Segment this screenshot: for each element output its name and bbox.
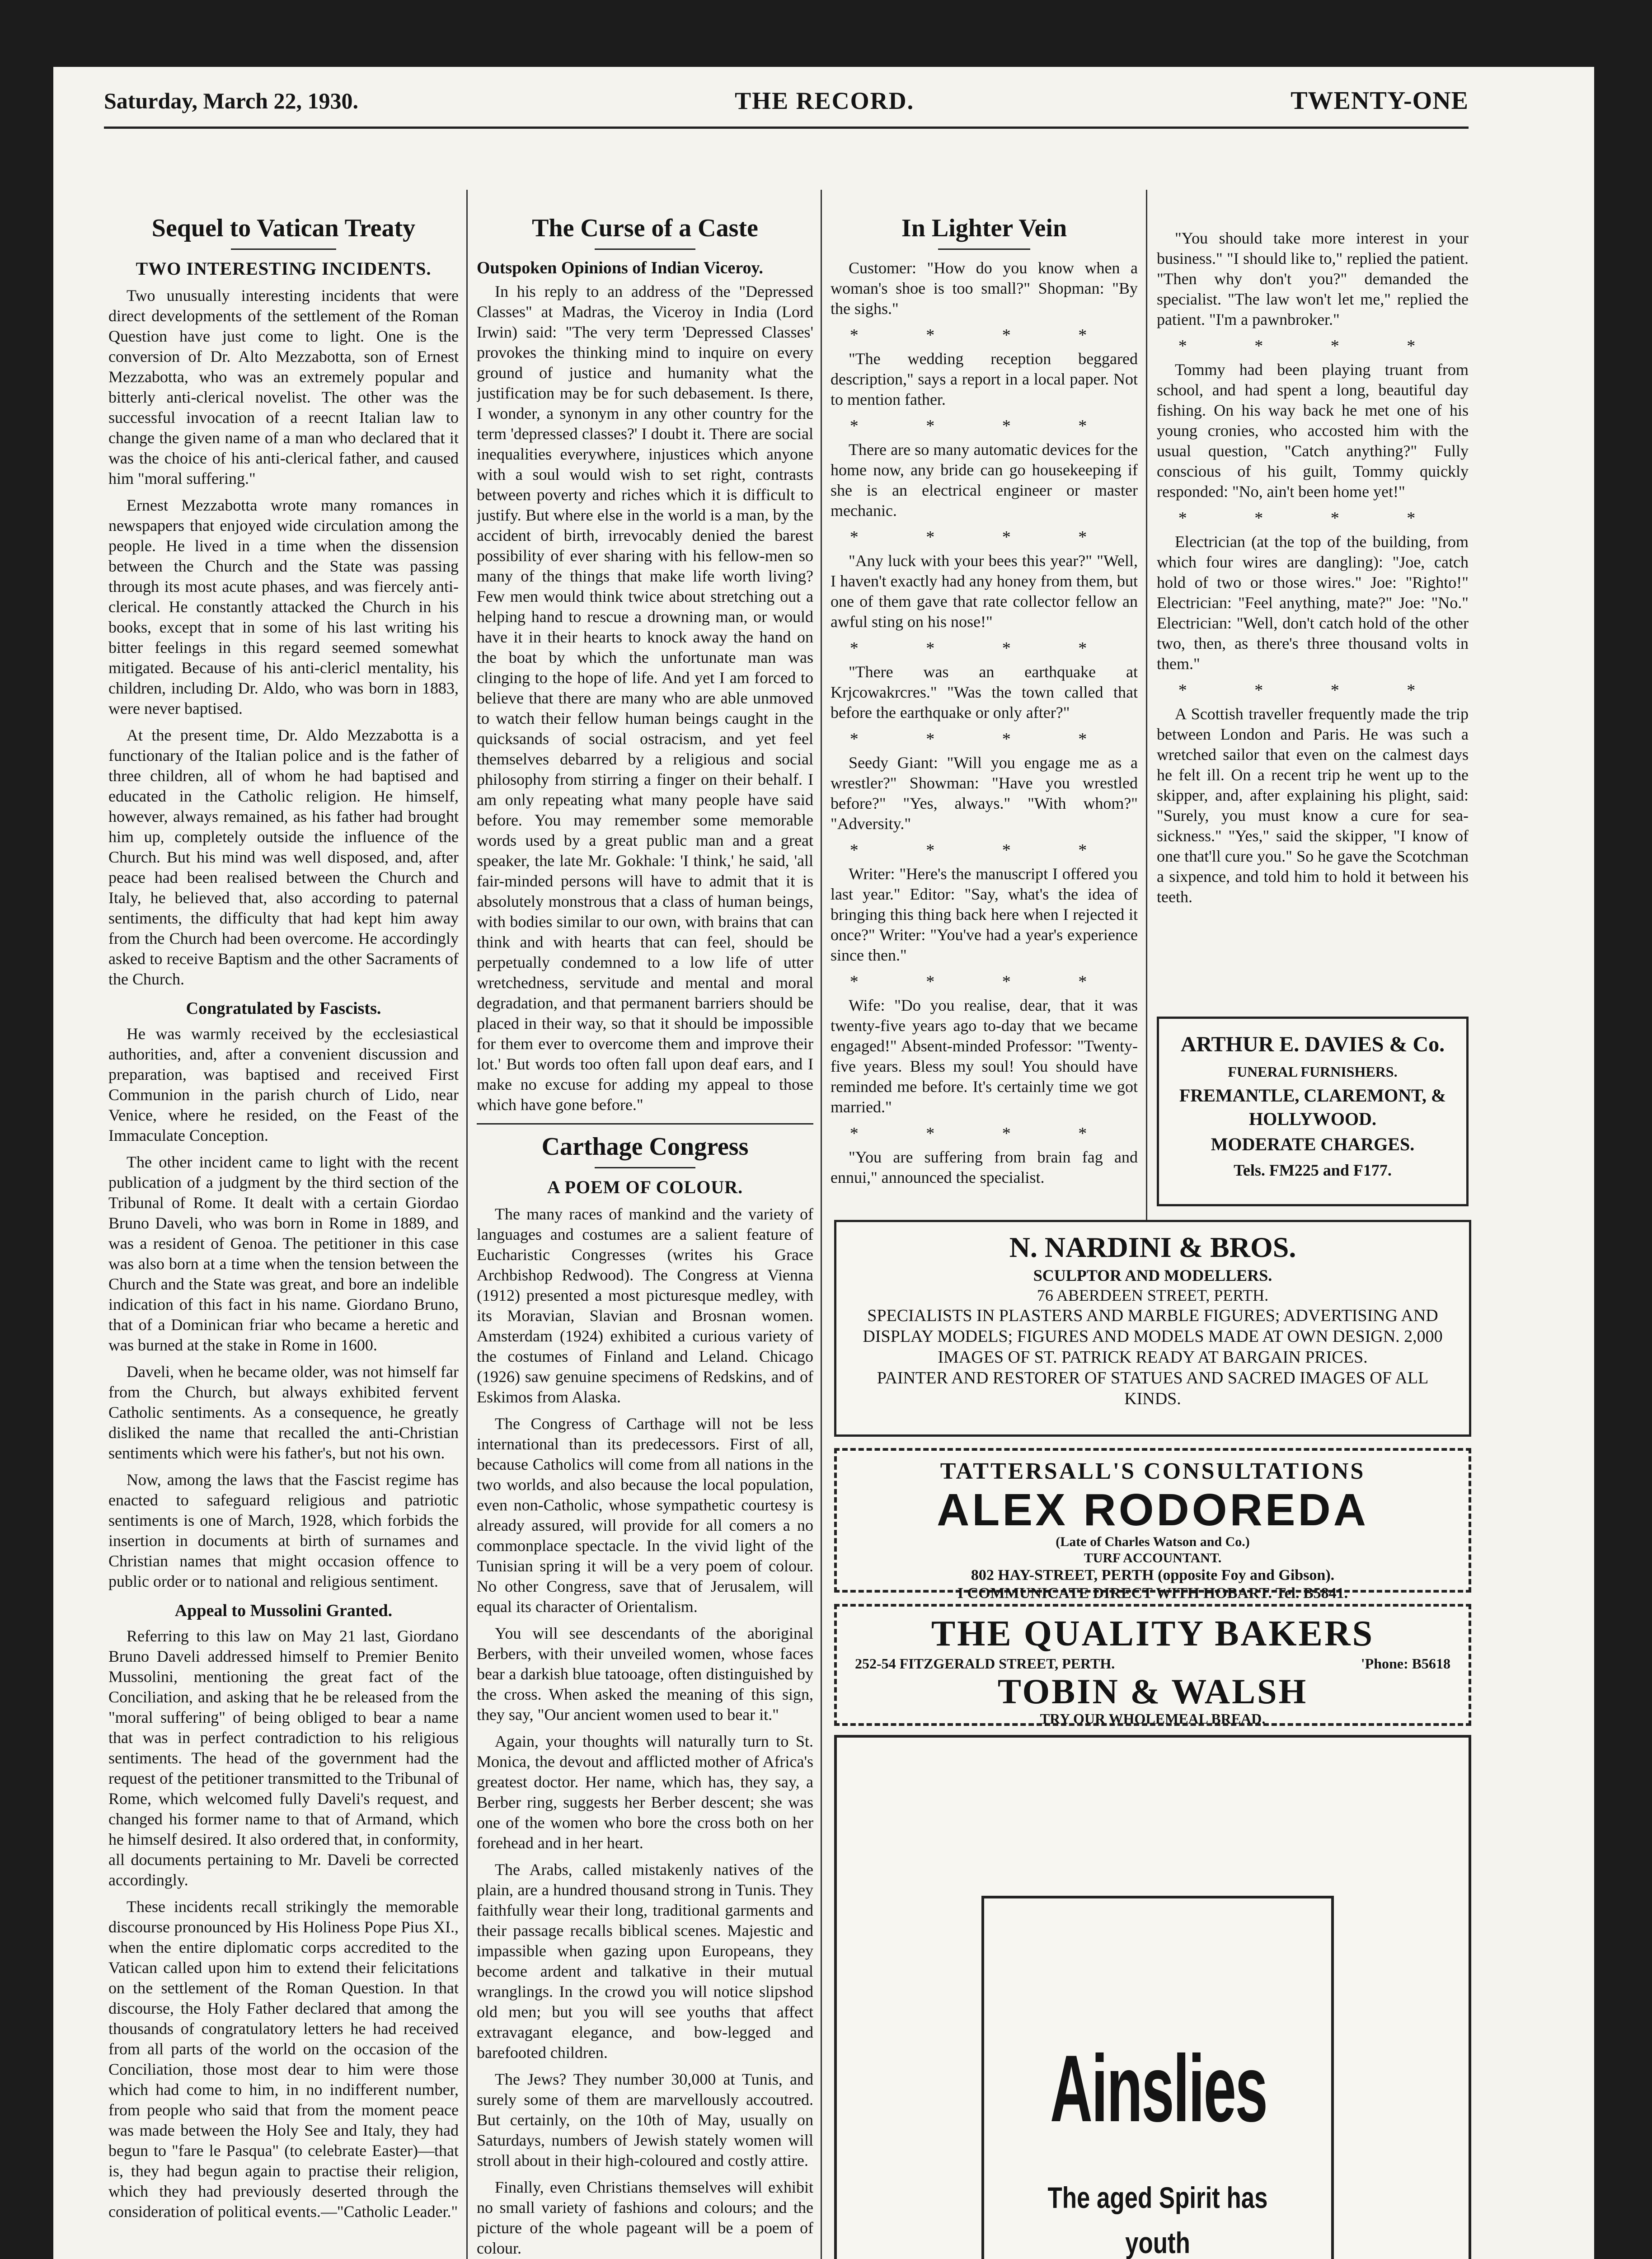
ad-arthur-davies [1157,1017,1469,1206]
separator-stars: * * * * [1178,681,1447,700]
joke: There are so many automatic devices for the home now, any bride can go housekeeping if she is an electrical engineer or master mechanic. [831,441,1138,520]
ad-nardini [834,1220,1471,1437]
separator-stars: * * * * [849,841,1119,860]
paragraph: Again, your thoughts will naturally turn to St. Monica, the devout and afflicted mother of Africa's greatest doctor. Her name, which has, they say, a Berber ring, suggests her Berber descent; she was one of the women who bore the cross both on her forehead and in her heart. [477,1732,813,1852]
headline-rule [595,248,696,250]
ad-line: I COMMUNICATE DIRECT WITH HOBART. Tel. B5841. [957,1585,1348,1602]
article-subhead: TWO INTERESTING INCIDENTS. [136,258,432,279]
ad-ainslies-panel [981,1896,1334,2259]
article-subhead: A POEM OF COLOUR. [547,1177,743,1197]
joke: Seedy Giant: "Will you engage me as a wrestler?" Showman: "Have you wrestled before?" "Yes, always." "With whom?" "Adversity." [831,754,1138,833]
ad-line: PAINTER AND RESTORER OF STATUES AND SACRED IMAGES OF ALL KINDS. [877,1369,1429,1408]
ad-title: ARTHUR E. DAVIES & Co. [1180,1032,1445,1056]
section-heading: Congratulated by Fascists. [186,999,381,1018]
ad-tagline: The aged Spirit has youth [1047,2181,1268,2259]
masthead-rule [104,127,1469,129]
joke: Electrician (at the top of the building, from which four wires are dangling): "Joe, catch hold of two or those wires." Joe: "Righto!" Electrician: "Feel anything, mate?" Joe: "No." Electrician: "Well, don't catch hold of the other two, then, as there's three thousand volts in them." [1157,533,1469,673]
column-lighter-vein-continued [1157,228,1469,996]
paper-title: THE RECORD. [735,87,915,114]
paragraph: Two unusually interesting incidents that were direct developments of the settlement of the Roman Question have just come to light. One is the conversion of Dr. Alto Mezzabotta, son of Ernest Mezzabotta, who was an extremely popular and bitterly anti-clerical novelist. The other was the successful invocation of a reecnt Italian law to change the given name of a man who declared that it was the choice of his anti-clerical father, and caused him "moral suffering." [108,286,459,487]
ad-line: FREMANTLE, CLAREMONT, & HOLLYWOOD. [1179,1085,1446,1129]
column-caste-carthage [477,212,813,2259]
separator-stars: * * * * [849,417,1119,436]
paragraph: You will see descendants of the aboriginal Berbers, with their unveiled women, whose faces bear a darkish blue tatooage, often distinguished by the cross. When asked the meaning of this sign, they say, "Our ancient women used to bear it." [477,1624,813,1724]
paragraph: The Congress of Carthage will not be less international than its predecessors. First of all, because Catholics will come from all nations in the two worlds, and also because the local population, even non-Catholic, whose sympathetic courtesy is already assured, will provide for all comers a no commonplace spectacle. In the vivid light of the Tunisian spring it will be a very poem of colour. No other Congress, save that of Jerusalem, will equal its character of Orientalism. [477,1415,813,1616]
joke: Writer: "Here's the manuscript I offered you last year." Editor: "Say, what's the idea of bringing this thing back here when I rejected it once?" Writer: "You've had a year's experience since then." [831,865,1138,964]
column-vatican-treaty [108,212,459,2259]
ad-quality-bakers [834,1604,1471,1726]
ad-line: 76 ABERDEEN STREET, PERTH. [1037,1286,1269,1304]
ad-line: Tels. FM225 and F177. [1234,1161,1392,1179]
ad-ainslies [834,1735,1471,2259]
ad-line: SPECIALISTS IN PLASTERS AND MARBLE FIGURES; ADVERTISING AND DISPLAY MODELS; FIGURES AND MODELS MADE AT OWN DESIGN. 2,000 IMAGES OF ST. PATRICK READY AT BARGAIN PRICES. [863,1306,1443,1367]
ad-owners: TOBIN & WALSH [997,1672,1308,1711]
separator-stars: * * * * [849,528,1119,547]
column-divider [466,190,468,2259]
ad-line: (Late of Charles Watson and Co.) [1056,1534,1250,1549]
paragraph: The Jews? They number 30,000 at Tunis, and surely some of them are marvellously accoutred. But certainly, on the 10th of May, usually on Saturdays, numbers of Jewish stately women will stroll about in their high-coloured and costly attire. [477,2070,813,2170]
page-number: TWENTY-ONE [1291,86,1469,115]
ad-brand: Ainslies [1050,2035,1267,2142]
issue-date: Saturday, March 22, 1930. [104,88,358,113]
headline-rule [231,248,336,250]
joke: Customer: "How do you know when a woman's shoe is too small?" Shopman: "By the sighs." [831,259,1138,318]
ad-line: FUNERAL FURNISHERS. [1228,1064,1398,1080]
ad-address-row [837,1654,1469,1673]
ad-alex-rodoreda [834,1448,1471,1602]
article-headline: The Curse of a Caste [532,214,758,242]
paragraph: Ernest Mezzabotta wrote many romances in newspapers that enjoyed wide circulation among the people. He lived in a time when the dissension between the Church and the State was passing through its most acute phases, and was fiercely anti-clerical. He constantly attacked the Church in his books, except that in some of his last writing his bitter feelings in this regard seemed somewhat mitigated. Because of his anti-clericl mentality, his children, including Dr. Aldo, who was born in 1883, were never baptised. [108,496,459,717]
column-lighter-vein [831,212,1138,1324]
joke: "Any luck with your bees this year?" "Well, I haven't exactly had any honey from them, but one of them gave that rate collector fellow an awful sting on his nose!" [831,552,1138,631]
article-divider [477,1123,813,1125]
article-subhead: Outspoken Opinions of Indian Viceroy. [477,258,763,277]
separator-stars: * * * * [1178,509,1447,528]
article-headline: In Lighter Vein [901,214,1067,242]
paragraph: These incidents recall strikingly the memorable discourse pronounced by His Holiness Pope Pius XI., when the entire diplomatic corps accredited to the Vatican called upon him to extend their felicitations on the settlement of the Roman Question. In that discourse, the Holy Father declared that among the thousands of congratulatory letters he had received from all parts of the world on the occasion of the Conciliation, those most dear to him were those which had come to him, in no indifferent number, from people who said that from the moment peace was made between the Holy See and Italy, they had begun to "fare le Pasqua" (to celebrate Easter)—that is, they had begun again to practise their religion, which they had previously deserted through the consideration of political events.—"Catholic Leader." [108,1898,459,2221]
paragraph: Now, among the laws that the Fascist regime has enacted to safeguard religious and patriotic sentiments is one of March, 1928, which forbids the insertion in documents at birth of surnames and Christian names that might occasion offence to public order or to national and religious sentiment. [108,1471,459,1590]
column-divider [821,190,822,2259]
paragraph: Daveli, when he became older, was not himself far from the Church, but always exhibited fervent Catholic sentiments. As a consequence, he greatly disliked the name that recalled the anti-Christian sentiments which were his father's, but not his own. [108,1363,459,1462]
paragraph: The other incident came to light with the recent publication of a judgment by the third section of the Tribunal of Rome. It dealt with a certain Giordao Bruno Daveli, who was born in Rome in 1889, and was a resident of Genoa. The petitioner in this case was also born at a time when the tension between the Church and the State was great, and bore an indelible indication of this fact in his name. Giordano Bruno, that of a Dominican friar who became a heretic and was burned at the stake in Rome in 1600. [108,1153,459,1354]
section-heading: Appeal to Mussolini Granted. [174,1601,393,1620]
paragraph: The Arabs, called mistakenly natives of the plain, are a hundred thousand strong in Tunis. They faithfully wear their long, traditional garments and their passage recalls biblical scenes. Majestic and impassible when gazing upon Europeans, they become ardent and talkative in their mutual wranglings. In the crowd you will notice slipshod old men; but you will see youths that affect extravagant elegance, and bow-legged and barefooted children. [477,1861,813,2062]
separator-stars: * * * * [849,730,1119,749]
ad-title: ALEX RODOREDA [937,1485,1369,1535]
separator-stars: * * * * [849,1124,1119,1143]
separator-stars: * * * * [849,972,1119,991]
ad-line: SCULPTOR AND MODELLERS. [1033,1266,1272,1284]
masthead [104,79,1469,122]
separator-stars: * * * * [849,326,1119,345]
separator-stars: * * * * [1178,337,1447,356]
paragraph: In his reply to an address of the "Depressed Classes" at Madras, the Viceroy in India (Lord Irwin) said: "The very term 'Depressed Classes' provokes the thinking mind to inquire on every ground of justice and humanity what the justification may be for such debasement. Is there, I wonder, a synonym in any other country for the term 'depressed classes?' I doubt it. There are social inequalities everywhere, injustices which anyone with a soul would wish to set right, contrasts between poverty and riches which it is difficult to justify. But where else in the world is a man, by the accident of birth, irrevocably denied the barest possibility of ever sharing with his fellow-men so many of the things that make life worth living? Few men would think twice about stretching out a helping hand to rescue a drowning man, or would have it in their hearts to knock away the hand on the boat by which the unfortunate man was clinging to the hope of life. And yet I am forced to believe that there are many who are able unmoved to watch their fellow human beings caught in the quicksands of social ostracism, and yet feel themselves debarred by a religious and social philosophy from stirring a finger on their behalf. I am only repeating what many people have said before. You may remember some memorable words used by a great public man and a great speaker, the late Mr. Gokhale: 'I think,' he said, 'all fair-minded persons will have to admit that it is absolutely monstrous that a class of human beings, with bodies similar to our own, with brains that can think and with hearts that can feel, should be perpetually condemned to a low life of utter wretchedness, servitude and mental and moral degradation, and that permanent barriers should be placed in their way, so that it should be impossible for them ever to overcome them and improve their lot.' But words too often fall upon deaf ears, and I make no excuse for adding my appeal to those which have gone before." [477,282,813,1114]
ad-banner: TATTERSALL'S CONSULTATIONS [940,1458,1366,1484]
joke: "There was an earthquake at Krjcowakrcres." "Was the town called that before the earthquake or only after?" [831,663,1138,722]
joke: "You are suffering from brain fag and ennui," announced the specialist. [831,1148,1138,1186]
headline-rule [938,248,1030,250]
ad-title: N. NARDINI & BROS. [1009,1231,1296,1263]
joke: Tommy had been playing truant from school, and had spent a long, beautiful day fishing. On his way back he met one of his young cronies, who accosted him with the usual question, "Catch anything?" Fully conscious of his guilt, Tommy quickly responded: "No, ain't been home yet!" [1157,361,1469,501]
ad-title: THE QUALITY BAKERS [931,1614,1375,1654]
ad-line: 802 HAY-STREET, PERTH (opposite Foy and Gibson). [971,1567,1335,1584]
paragraph: He was warmly received by the ecclesiastical authorities, and, after a convenient discussion and preparation, was baptised and received First Communion in the parish church of Lido, near Venice, where he resided, on the Feast of the Immaculate Conception. [108,1025,459,1144]
paragraph: The many races of mankind and the variety of languages and costumes are a salient feature of Eucharistic Congresses (writes his Grace Archbishop Redwood). The Congress at Vienna (1912) presented a most picturesque medley, with its Moravian, Slavian and Brosnan women. Amsterdam (1924) exhibited a curious variety of the costumes of Finland and Leland. Chicago (1926) saw genuine specimens of Redskins, and of Eskimos from Alaska. [477,1205,813,1406]
article-headline: Carthage Congress [541,1133,749,1161]
joke: "The wedding reception beggared description," says a report in a local paper. Not to mention father. [831,350,1138,408]
paragraph: At the present time, Dr. Aldo Mezzabotta is a functionary of the Italian police and is the father of three children, all of whom he had baptised and educated in the Catholic religion. He himself, however, always remained, as his father had brought him up, completely outside the influence of the Church. But his mind was well disposed, and, after peace had been realised between the Church and Italy, he believed that, also according to paternal sentiments, the difficulty that had kept him away from the Church had been overcome. He accordingly asked to receive Baptism and the other Sacraments of the Church. [108,726,459,988]
paragraph: Referring to this law on May 21 last, Giordano Bruno Daveli addressed himself to Premier Benito Mussolini, mentioning the great fact of the Conciliation, and asking that he be released from the "moral suffering" of being obliged to bear a name that was in perfect contradiction to his religious sentiments. The head of the government had the request of the petitioner transmitted to the Tribunal of Rome, which welcomed fully Daveli's request, and changed his former name to that of Armand, which he himself desired. It also ordered that, in conformity, all documents pertaining to Mr. Daveli be corrected accordingly. [108,1627,459,1889]
headline-rule [595,1167,696,1168]
ad-address: 252-54 FITZGERALD STREET, PERTH. [855,1655,1115,1672]
separator-stars: * * * * [849,639,1119,658]
article-headline: Sequel to Vatican Treaty [151,214,416,242]
ad-phone: 'Phone: B5618 [1361,1655,1450,1672]
ad-tagline: TRY OUR WHOLEMEAL BREAD. [1040,1711,1266,1727]
paragraph: Finally, even Christians themselves will exhibit no small variety of fashions and colours; and the picture of the whole pageant will be a poem of colour. [477,2178,813,2257]
joke: Wife: "Do you realise, dear, that it was twenty-five years ago to-day that we became engaged!" Absent-minded Professor: "Twenty-five years. Bless my soul! You should have reminded me before. It's certainly time we got married." [831,996,1138,1116]
column-divider [1146,190,1147,1328]
ad-line: TURF ACCOUNTANT. [1084,1551,1222,1565]
joke: A Scottish traveller frequently made the trip between London and Paris. He was such a wretched sailor that even on the calmest days he felt ill. On a recent trip he went up to the skipper, and, after explaining his plight, said: "Surely, you must know a cure for sea-sickness." "Yes," said the skipper, "I know of one that'll cure you." So he gave the Scotchman a sixpence, and told him to hold it between his teeth. [1157,705,1469,906]
ad-line: MODERATE CHARGES. [1211,1134,1415,1154]
joke: "You should take more interest in your business." "I should like to," replied the patient. "Then why don't you?" demanded the specialist. "The law won't let me," replied the patient. "I'm a pawnbroker." [1157,229,1469,328]
